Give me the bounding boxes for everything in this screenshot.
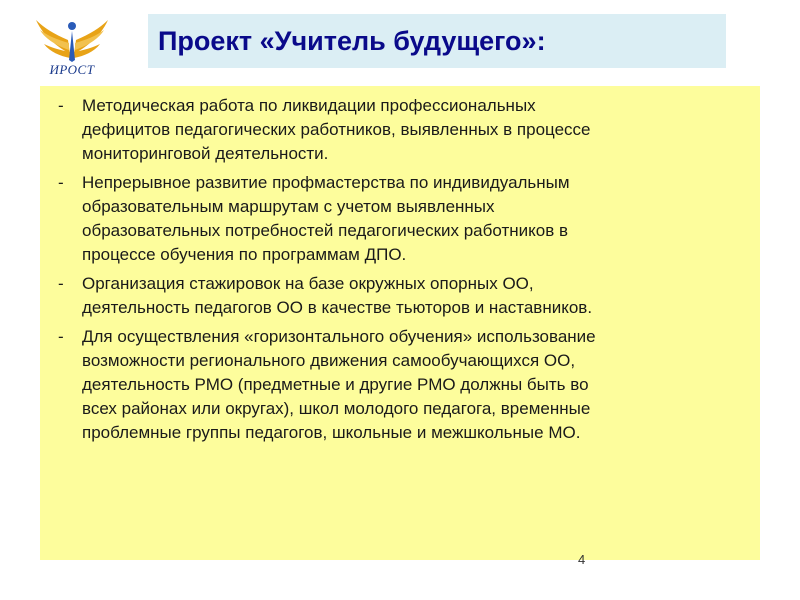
bullet-text: Организация стажировок на базе окружных опорных ОО, деятельность педагогов ОО в качестве тьюторов и наставников. [82, 274, 593, 317]
bullet-marker: - [58, 96, 64, 115]
bullet-text: Методическая работа по ликвидации профессиональных дефицитов педагогических работников, выявленных в процессе мониторинговой деятельности. [82, 96, 591, 163]
page-number: 4 [578, 552, 586, 567]
bullet-marker: - [58, 274, 64, 293]
content-panel [40, 86, 760, 560]
list-item [58, 171, 750, 267]
logo-text: ИРОСТ [49, 62, 95, 77]
bullet-marker: - [58, 173, 64, 192]
list-item [58, 325, 750, 445]
bullet-marker: - [58, 327, 64, 346]
list-item [58, 94, 750, 166]
winged-figure-icon [30, 14, 114, 64]
list-item [58, 272, 750, 320]
title-bar [148, 14, 726, 68]
bullet-text: Для осуществления «горизонтального обучения» использование возможности регионального движения самообучающихся ОО, деятельность РМО (предметные и другие РМО должны быть во всех районах или округах), школ молодого педагога, временные проблемные группы педагогов, школьные и межшкольные МО. [82, 327, 596, 442]
bullet-text: Непрерывное развитие профмастерства по индивидуальным образовательным маршрутам с учетом выявленных образовательных потребностей педагогических работников в процессе обучения по программам ДПО. [82, 173, 570, 264]
bullet-list [58, 94, 750, 445]
logo [30, 14, 114, 84]
page-title: Проект «Учитель будущего»: [158, 25, 546, 56]
